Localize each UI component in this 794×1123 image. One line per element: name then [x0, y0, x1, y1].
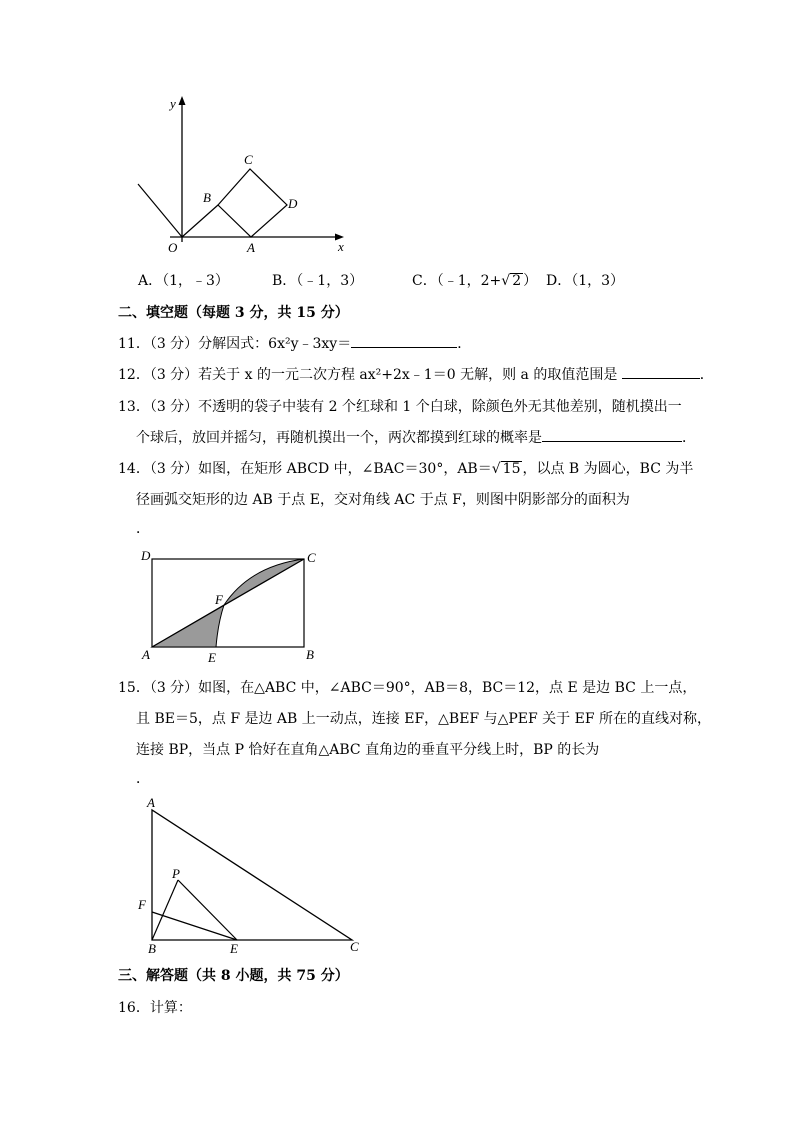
label-a: A [142, 647, 150, 662]
choice-d: D．（1，3） [546, 273, 625, 289]
label-y: y [170, 96, 176, 111]
question-11 [118, 333, 471, 353]
sqrt-symbol: √ [501, 273, 511, 289]
label-b: B [148, 941, 156, 956]
choice-c-root: 2 [512, 273, 522, 289]
question-12 [118, 364, 714, 384]
label-e: E [230, 941, 238, 956]
label-f: F [138, 897, 146, 912]
choice-b: B．（﹣1，3） [272, 273, 364, 289]
question-15-end: ． [136, 771, 150, 787]
label-a: A [147, 795, 155, 810]
label-c: C [244, 152, 253, 167]
choice-c-suffix: ） [523, 273, 538, 289]
choice-c-prefix: C．（﹣1，2+ [412, 273, 502, 289]
label-e: E [208, 650, 216, 665]
choice-c [412, 270, 537, 290]
label-c: C [307, 550, 316, 565]
question-15-line-1: 15．（3 分）如图，在△ABC 中，∠ABC＝90°，AB＝8，BC＝12，点 E 是边 BC 上一点， [118, 680, 697, 696]
answer-blank-11[interactable] [351, 333, 457, 348]
figure-rectangle-arc [138, 548, 328, 666]
label-p: P [172, 866, 180, 881]
question-15-line-3: 连接 BP，当点 P 恰好在直角△ABC 直角边的垂直平分线上时，BP 的长为 [136, 742, 600, 758]
question-13-line-1: 13．（3 分）不透明的袋子中装有 2 个红球和 1 个白球，除颜色外无其他差别，随机摸出一 [118, 399, 682, 415]
figure-coordinate-square [130, 92, 360, 262]
label-f: F [215, 592, 223, 607]
question-12-end: ． [699, 367, 714, 383]
question-14-line-2: 径画弧交矩形的边 AB 于点 E，交对角线 AC 于点 F，则图中阴影部分的面积为 [136, 492, 630, 508]
answer-blank-12[interactable] [622, 364, 700, 379]
question-14-end: ． [136, 521, 150, 537]
question-16: 16．计算： [118, 1000, 192, 1016]
answer-blank-13[interactable] [542, 427, 682, 442]
label-c: C [350, 939, 359, 954]
sqrt-symbol: √ [491, 461, 501, 477]
section-3-title: 三、解答题（共 8 小题，共 75 分） [118, 968, 349, 984]
label-d: D [141, 548, 151, 563]
question-12-text: 12．（3 分）若关于 x 的一元二次方程 ax²+2x﹣1＝0 无解，则 a 的取值范围是 [118, 367, 618, 383]
label-x: x [338, 239, 344, 254]
question-11-text: 11．（3 分）分解因式：6x²y﹣3xy＝ [118, 336, 352, 352]
question-14-line-1 [118, 458, 693, 478]
question-14-root: 15 [502, 461, 521, 477]
question-13-end: ． [682, 430, 696, 446]
question-11-end: ． [457, 336, 472, 352]
label-a: A [247, 240, 255, 255]
label-b: B [306, 647, 314, 662]
question-13-text: 个球后，放回并摇匀，再随机摸出一个，两次都摸到红球的概率是 [136, 430, 542, 446]
label-o: O [168, 240, 178, 255]
question-14-text-a: 14．（3 分）如图，在矩形 ABCD 中，∠BAC＝30°，AB＝ [118, 461, 492, 477]
label-b: B [203, 190, 211, 205]
label-d: D [288, 196, 298, 211]
question-13-line-2 [136, 427, 696, 447]
choice-a: A．（1，﹣3） [138, 273, 229, 289]
figure-triangle-reflection [136, 794, 366, 956]
question-15-line-2: 且 BE＝5，点 F 是边 AB 上一动点，连接 EF，△BEF 与△PEF 关于 EF 所在的直线对称， [136, 711, 712, 727]
question-14-text-b: ，以点 B 为圆心，BC 为半 [522, 461, 694, 477]
section-2-title: 二、填空题（每题 3 分，共 15 分） [118, 305, 349, 321]
